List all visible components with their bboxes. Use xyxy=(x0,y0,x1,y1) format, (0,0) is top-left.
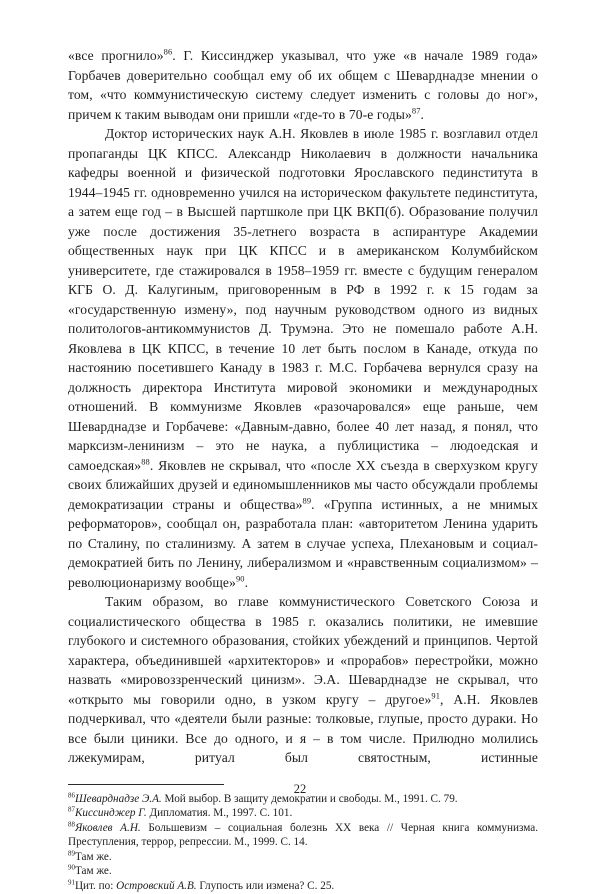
footnote-reference: 87 xyxy=(411,104,421,115)
footnote-number: 87 xyxy=(68,805,75,814)
footnote-text: Яковлев А.Н. Большевизм – социальная болезнь XX века // Черная книга коммунизма. Преступления, террор, репрессии. М., 1999. С. 14. xyxy=(68,821,538,849)
footnote-reference: 90 xyxy=(235,572,245,583)
citation-author: Островский А.В. xyxy=(116,880,197,893)
footnote-text: Шеварднадзе Э.А. Мой выбор. В защиту демократии и свободы. М., 1991. С. 79. xyxy=(74,792,458,805)
body-paragraph-continuation: «все прогнило»$^{86}$. Г. Киссинджер указывал, что уже «в начале 1989 года» Горбачев доверительно сообщал ему об их общем с Шеварднадзе мнении о том, «что коммунистическую систему следует изменить с головы до ног», причем к таким выводам они пришли «где-то в 70-е годы»$^{87}$. xyxy=(68,46,539,122)
footnote-reference: 89 xyxy=(302,494,312,505)
footnote-text: Киссинджер Г. Дипломатия. М., 1997. С. 101. xyxy=(74,807,293,820)
footnote-number: 88 xyxy=(68,819,75,828)
footnote-88 xyxy=(68,821,538,850)
footnote-text: Там же. xyxy=(74,850,112,863)
body-paragraph-yakovlev: Доктор исторических наук А.Н. Яковлев в июле 1985 г. возглавил отдел пропаганды ЦК КПСС. Александр Николаевич в должности начальника кафедры военной и физической подготовки Ярославского пединститута в 1944–1945 гг. одновременно учился на историческом факультете пединститута, а затем еще год – в Высшей партшколе при ЦК ВКП(б). Образование получил уже после достижения 35-летнего возраста в аспирантуре Академии общественных наук при ЦК КПСС и в американском Колумбийском университете, где стажировался в 1958–1959 гг. вместе с будущим генералом КГБ О. Д. Калугиным, приговоренным в РФ в 1992 г. к 15 годам за «государственную измену», под научным руководством одного из видных политологов-антикоммунистов Д. Трумэна. Это не помешало работе А.Н. Яковлева в ЦК КПСС, в течение 10 лет быть послом в Канаде, откуда по настоянию посетившего Канаду в 1983 г. М.С. Горбачева вернулся сразу на должность директора Института мировой экономики и международных отношений. В коммунизме Яковлев «разочаровался» еще раньше, чем Шеварднадзе и Горбачеве: «Давным-давно, более 40 лет назад, я понял, что марксизм-ленинизм – это не наука, а публицистика – людоедская и самоедская»$^{88}$. Яковлев не скрывал, что «после XX съезда в сверхузком кругу своих ближайших друзей и единомышленников мы часто обсуждали проблемы демократизации страны и общества»$^{89}$. «Группа истинных, а не мнимых реформаторов», сообщал он, разработала план: «авторитетом Ленина ударить по Сталину, по сталинизму. А затем в случае успеха, Плехановым и социал-демократией бить по Ленину, либерализмом и «нравственным социализмом» – революционаризму вообще»$^{90}$. xyxy=(68,126,539,590)
footnote-number: 86 xyxy=(68,790,75,799)
footnote-number: 90 xyxy=(68,863,75,872)
body-paragraph-conclusion: Таким образом, во главе коммунистического Советского Союза и социалистического общества в 1985 г. оказались политики, не имевшие глубокого и системного образования, стойких убеждений и принципов. Чертой характера, объединившей «архитекторов» и «прорабов» перестройки, можно назвать «мировоззренческий цинизм». Э.А. Шеварднадзе не скрывал, что «открыто мы говорили одно, в узком кругу – другое»$^{91}$, А.Н. Яковлев подчеркивал, что «деятели были разные: толковые, глупые, просто дураки. Но все были циники. Все до одного, и я – в том числе. Прилюдно молились лжекумирам, ритуал был святостным, истинные xyxy=(68,594,539,765)
citation-author: Яковлев А.Н. xyxy=(74,821,141,834)
footnote-reference: 86 xyxy=(163,46,173,57)
text-block xyxy=(68,46,538,894)
footnote-number: 91 xyxy=(68,878,75,887)
footnote-text: Там же. xyxy=(74,865,112,878)
footnote-text: Цит. по: Островский А.В. Глупость или измена? С. 25. xyxy=(74,880,335,893)
page-number: 22 xyxy=(293,782,307,796)
citation-author: Шеварднадзе Э.А. xyxy=(74,792,162,805)
footnotes-section xyxy=(68,792,538,894)
footnote-reference: 88 xyxy=(141,455,150,466)
citation-author: Киссинджер Г. xyxy=(74,807,147,820)
footnote-89 xyxy=(68,850,538,865)
footnote-87 xyxy=(68,806,538,821)
footnote-90 xyxy=(68,864,538,879)
footnote-91 xyxy=(68,879,538,894)
footnote-reference: 91 xyxy=(431,689,441,700)
footnote-number: 89 xyxy=(68,849,75,858)
